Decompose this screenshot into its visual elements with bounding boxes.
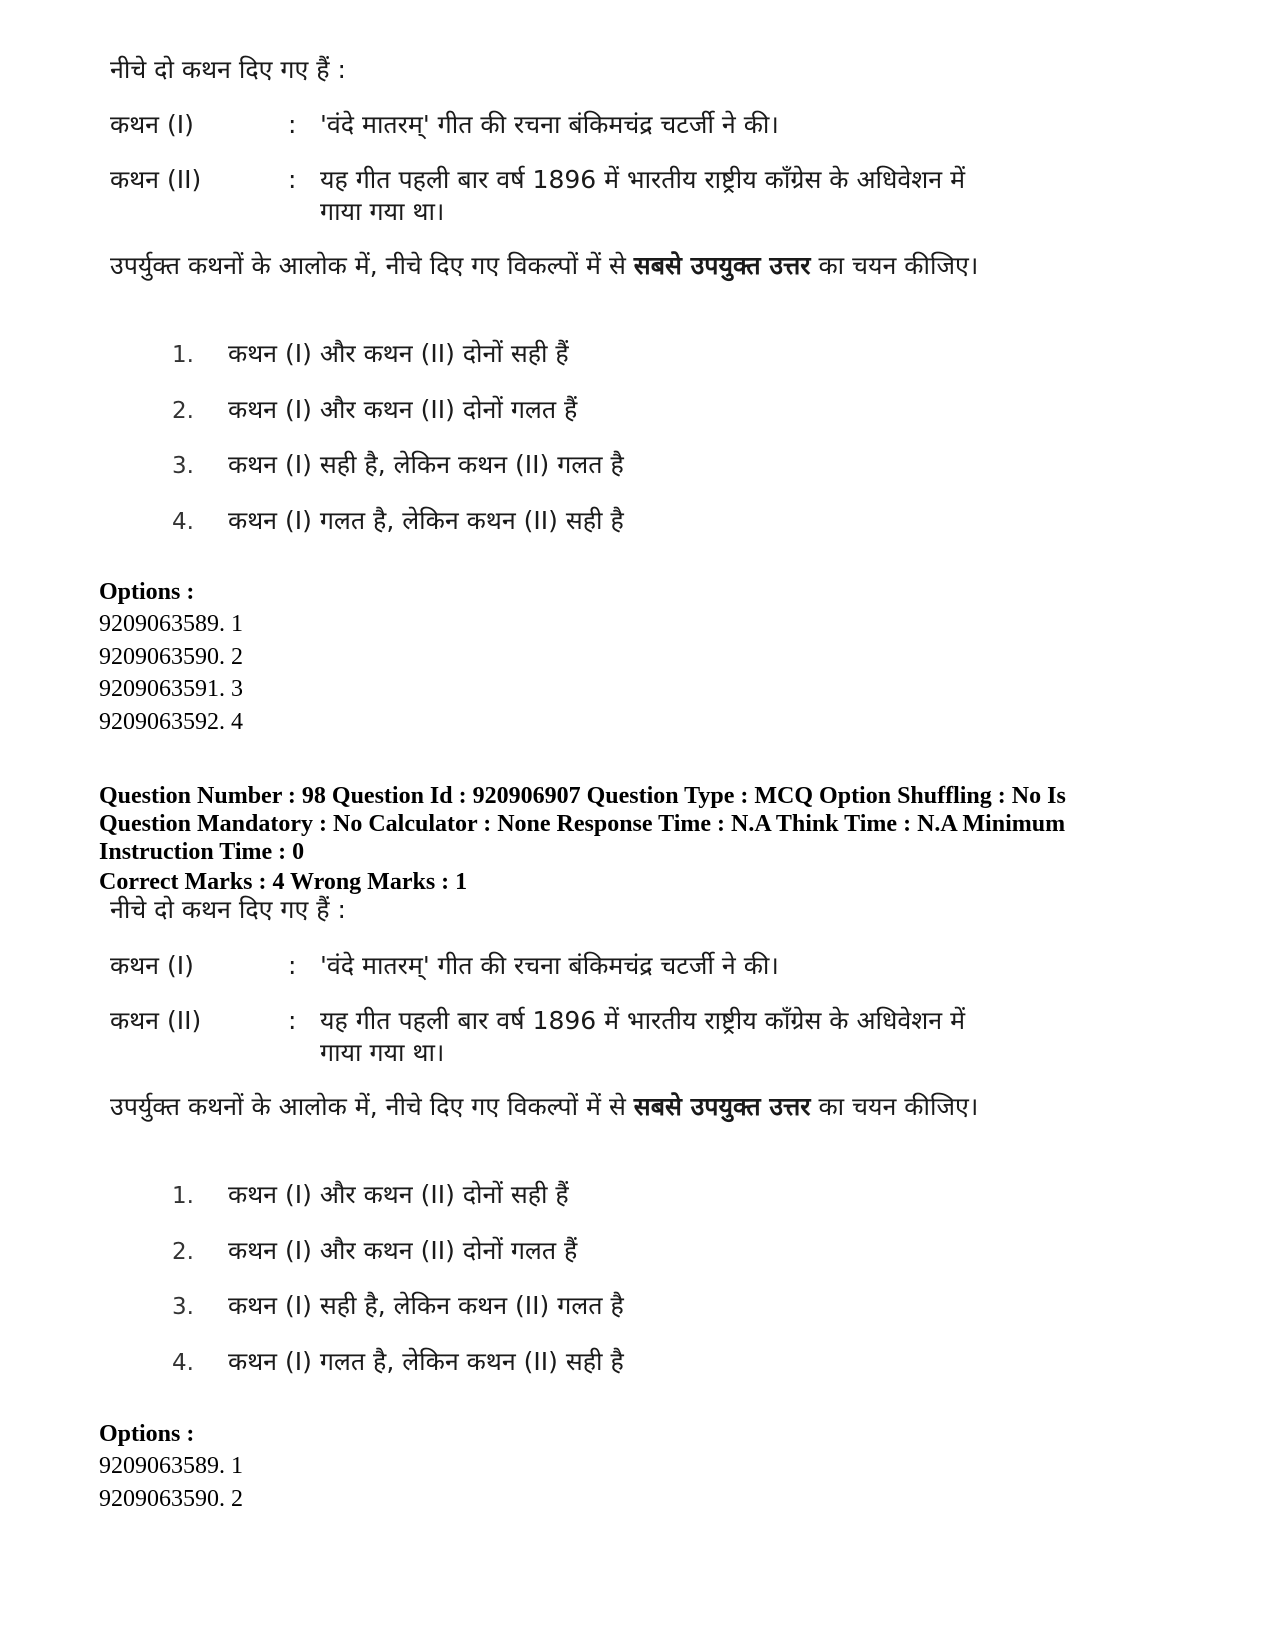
choice-text: कथन (I) गलत है, लेकिन कथन (II) सही है	[228, 1347, 624, 1376]
statement-text: 'वंदे मातरम्' गीत की रचना बंकिमचंद्र चटर्जी ने की।	[320, 110, 779, 139]
choice-number: 2.	[172, 398, 194, 424]
statement-label: कथन (I)	[110, 110, 194, 139]
lead-text-end: का चयन कीजिए।	[818, 1092, 979, 1121]
choice-3	[172, 1290, 624, 1323]
statement-colon: :	[288, 165, 297, 194]
lead-text: उपर्युक्त कथनों के आलोक में, नीचे दिए गए विकल्पों में से	[110, 1092, 626, 1121]
question-marks: Correct Marks : 4 Wrong Marks : 1	[99, 869, 468, 895]
option-item: 9209063590. 2	[99, 1486, 243, 1512]
lead-emphasis: सबसे उपयुक्त उत्तर	[633, 1092, 811, 1121]
choice-text: कथन (I) सही है, लेकिन कथन (II) गलत है	[228, 1291, 624, 1320]
statement-label: कथन (II)	[110, 1006, 202, 1035]
choice-text: कथन (I) और कथन (II) दोनों गलत हैं	[228, 1236, 578, 1265]
choice-2	[172, 394, 577, 427]
statement-colon: :	[288, 110, 297, 139]
options-heading: Options :	[99, 579, 195, 605]
choice-text: कथन (I) सही है, लेकिन कथन (II) गलत है	[228, 450, 624, 479]
statement-label: कथन (I)	[110, 951, 194, 980]
lead-text-end: का चयन कीजिए।	[818, 251, 979, 280]
choice-4	[172, 505, 624, 538]
option-item: 9209063591. 3	[99, 676, 243, 702]
options-heading: Options :	[99, 1421, 195, 1447]
question-metadata: Question Number : 98 Question Id : 920906907 Question Type : MCQ Option Shuffling : No Is Question Mandatory : No Calculator : None Response Time : N.A Think Time : N.A Minimum Instruction Time : 0	[99, 783, 1066, 865]
choice-2	[172, 1235, 577, 1268]
choice-number: 4.	[172, 509, 194, 535]
choice-number: 4.	[172, 1350, 194, 1376]
choice-number: 3.	[172, 1294, 194, 1320]
statement-label: कथन (II)	[110, 165, 202, 194]
question-lead	[110, 250, 1000, 282]
question-intro: नीचे दो कथन दिए गए हैं :	[110, 895, 346, 924]
statement-text: 'वंदे मातरम्' गीत की रचना बंकिमचंद्र चटर्जी ने की।	[320, 951, 779, 980]
choice-1	[172, 1179, 569, 1212]
option-item: 9209063592. 4	[99, 709, 243, 735]
option-item: 9209063589. 1	[99, 1453, 243, 1479]
statement-colon: :	[288, 1006, 297, 1035]
option-item: 9209063589. 1	[99, 611, 243, 637]
choice-4	[172, 1346, 624, 1379]
option-item: 9209063590. 2	[99, 644, 243, 670]
choice-number: 3.	[172, 453, 194, 479]
choice-number: 2.	[172, 1239, 194, 1265]
choice-text: कथन (I) और कथन (II) दोनों सही हैं	[228, 1180, 569, 1209]
statement-colon: :	[288, 951, 297, 980]
choice-text: कथन (I) गलत है, लेकिन कथन (II) सही है	[228, 506, 624, 535]
question-image-2	[110, 892, 1010, 1392]
statement-text: यह गीत पहली बार वर्ष 1896 में भारतीय राष्ट्रीय काँग्रेस के अधिवेशन में गाया गया था।	[320, 1006, 966, 1067]
choice-text: कथन (I) और कथन (II) दोनों सही हैं	[228, 339, 569, 368]
choice-3	[172, 449, 624, 482]
choice-1	[172, 338, 569, 371]
question-intro: नीचे दो कथन दिए गए हैं :	[110, 55, 346, 84]
statement-text: यह गीत पहली बार वर्ष 1896 में भारतीय राष्ट्रीय काँग्रेस के अधिवेशन में गाया गया था।	[320, 165, 966, 226]
choice-number: 1.	[172, 1183, 194, 1209]
lead-text: उपर्युक्त कथनों के आलोक में, नीचे दिए गए विकल्पों में से	[110, 251, 626, 280]
question-image-1	[110, 50, 1010, 550]
question-lead	[110, 1091, 1000, 1123]
choice-text: कथन (I) और कथन (II) दोनों गलत हैं	[228, 395, 578, 424]
choice-number: 1.	[172, 342, 194, 368]
lead-emphasis: सबसे उपयुक्त उत्तर	[633, 251, 811, 280]
